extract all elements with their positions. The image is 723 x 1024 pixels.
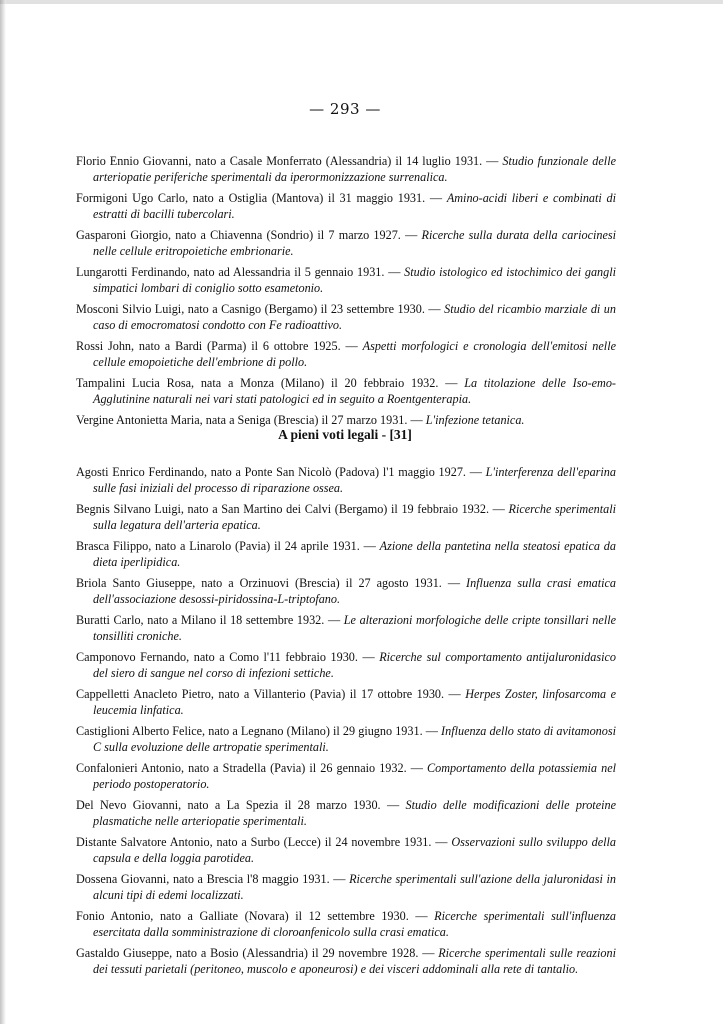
entry-thesis-title: Le alterazioni morfologiche delle cripte tonsillari nelle tonsilliti croniche. [93, 613, 616, 643]
entry [76, 909, 616, 940]
entry [76, 613, 616, 644]
entry-author-details: Castiglioni Alberto Felice, nato a Legnano (Milano) il 29 giugno 1931. — [76, 724, 442, 738]
entry [76, 872, 616, 903]
entry [76, 650, 616, 681]
entry-thesis-title: Studio funzionale delle arteriopatie periferiche sperimentali da iperormonizzazione surrenalica. [93, 154, 616, 184]
entry-author-details: Gastaldo Giuseppe, nato a Bosio (Alessandria) il 29 novembre 1928. — [76, 946, 439, 960]
entry-thesis-title: L'infezione tetanica. [425, 413, 525, 427]
entry [76, 539, 616, 570]
entry-thesis-title: Azione della pantetina nella steatosi epatica da dieta iperlipidica. [93, 539, 616, 569]
entry [76, 339, 616, 370]
entry-author-details: Fonio Antonio, nato a Galliate (Novara) il 12 settembre 1930. — [76, 909, 435, 923]
entry-author-details: Cappelletti Anacleto Pietro, nato a Villanterio (Pavia) il 17 ottobre 1930. — [76, 687, 466, 701]
entry [76, 798, 616, 829]
entry-author-details: Agosti Enrico Ferdinando, nato a Ponte San Nicolò (Padova) l'1 maggio 1927. — [76, 465, 486, 479]
entry-thesis-title: Ricerche sperimentali sulla legatura dell'arteria epatica. [93, 502, 616, 532]
entry [76, 228, 616, 259]
entry [76, 687, 616, 718]
entry-author-details: Formigoni Ugo Carlo, nato a Ostiglia (Mantova) il 31 maggio 1931. — [76, 191, 447, 205]
entry-thesis-title: Ricerche sperimentali sulle reazioni dei tessuti parietali (peritoneo, muscolo e aponeurosi) e dei visceri addominali alla rete di tantalio. [93, 946, 616, 976]
entry-author-details: Briola Santo Giuseppe, nato a Orzinuovi (Brescia) il 27 agosto 1931. — [76, 576, 467, 590]
entry-thesis-title: Ricerche sulla durata della cariocinesi nelle cellule eritropoietiche embrionarie. [93, 228, 616, 258]
entry-thesis-title: Ricerche sul comportamento antijaluronidasico del siero di sangue nel corso di infezioni settiche. [93, 650, 616, 680]
section-heading: A pieni voti legali - [31] [278, 427, 412, 442]
entry-thesis-title: La titolazione delle Iso-emo-Agglutinine naturali nei vari stati patologici ed in seguito a Roentgenterapia. [93, 376, 616, 406]
entry [76, 302, 616, 333]
entry [76, 465, 616, 496]
entry-thesis-title: Influenza sulla crasi ematica dell'associazione desossi-piridossina-L-triptofano. [93, 576, 616, 606]
entry-list-top [76, 154, 616, 435]
entry [76, 576, 616, 607]
entry-author-details: Del Nevo Giovanni, nato a La Spezia il 28 marzo 1930. — [76, 798, 406, 812]
entry-thesis-title: Amino-acidi liberi e combinati di estratti di bacilli tubercolari. [93, 191, 616, 221]
entry-thesis-title: Aspetti morfologici e cronologia dell'emitosi nelle cellule emopoietiche dell'embrione di pollo. [93, 339, 616, 369]
entry-author-details: Gasparoni Giorgio, nato a Chiavenna (Sondrio) il 7 marzo 1927. — [76, 228, 422, 242]
entry-author-details: Lungarotti Ferdinando, nato ad Alessandria il 5 gennaio 1931. — [76, 265, 405, 279]
scan-top-edge [0, 0, 723, 4]
entry-thesis-title: Comportamento della potassiemia nel periodo postoperatorio. [93, 761, 616, 791]
entry-author-details: Mosconi Silvio Luigi, nato a Casnigo (Bergamo) il 23 settembre 1930. — [76, 302, 445, 316]
entry-author-details: Dossena Giovanni, nato a Brescia l'8 maggio 1931. — [76, 872, 350, 886]
entry [76, 191, 616, 222]
entry-author-details: Begnis Silvano Luigi, nato a San Martino dei Calvi (Bergamo) il 19 febbraio 1932. — [76, 502, 509, 516]
entry [76, 835, 616, 866]
scan-binding-margin [0, 0, 6, 1024]
entry [76, 724, 616, 755]
entry-author-details: Florio Ennio Giovanni, nato a Casale Monferrato (Alessandria) il 14 luglio 1931. — [76, 154, 503, 168]
entry-author-details: Buratti Carlo, nato a Milano il 18 settembre 1932. — [76, 613, 344, 627]
entry-thesis-title: L'interferenza dell'eparina sulle fasi iniziali del processo di riparazione ossea. [93, 465, 616, 495]
entry-author-details: Confalonieri Antonio, nato a Stradella (Pavia) il 26 gennaio 1932. — [76, 761, 427, 775]
entry [76, 154, 616, 185]
entry-list-bottom [76, 465, 616, 983]
entry-thesis-title: Studio delle modificazioni delle proteine plasmatiche nelle arteriopatie sperimentali. [93, 798, 616, 828]
entry-author-details: Tampalini Lucia Rosa, nata a Monza (Milano) il 20 febbraio 1932. — [76, 376, 465, 390]
entry-author-details: Distante Salvatore Antonio, nato a Surbo (Lecce) il 24 novembre 1931. — [76, 835, 452, 849]
entry-author-details: Brasca Filippo, nato a Linarolo (Pavia) il 24 aprile 1931. — [76, 539, 380, 553]
entry [76, 376, 616, 407]
entry-thesis-title: Herpes Zoster, linfosarcoma e leucemia linfatica. [93, 687, 616, 717]
entry-thesis-title: Ricerche sperimentali sull'azione della jaluronidasi in alcuni tipi di edemi localizzati. [93, 872, 616, 902]
entry-thesis-title: Influenza dello stato di avitamonosi C sulla evoluzione delle artropatie sperimentali. [93, 724, 616, 754]
entry-author-details: Camponovo Fernando, nato a Como l'11 febbraio 1930. — [76, 650, 380, 664]
entry-thesis-title: Studio istologico ed istochimico dei gangli simpatici lombari di coniglio sotto esametonio. [93, 265, 616, 295]
entry [76, 946, 616, 977]
entry-author-details: Rossi John, nato a Bardi (Parma) il 6 ottobre 1925. — [76, 339, 363, 353]
entry-thesis-title: Osservazioni sullo sviluppo della capsula e della loggia parotidea. [93, 835, 616, 865]
page-number: — 293 — [309, 100, 381, 118]
entry-thesis-title: Ricerche sperimentali sull'influenza esercitata dalla somministrazione di cloroanfenicolo sulla crasi ematica. [93, 909, 617, 939]
entry [76, 502, 616, 533]
entry-thesis-title: Studio del ricambio marziale di un caso di emocromatosi condotto con Fe radioattivo. [93, 302, 616, 332]
entry-author-details: Vergine Antonietta Maria, nata a Seniga (Brescia) il 27 marzo 1931. — [76, 413, 426, 427]
entry [76, 761, 616, 792]
entry [76, 265, 616, 296]
